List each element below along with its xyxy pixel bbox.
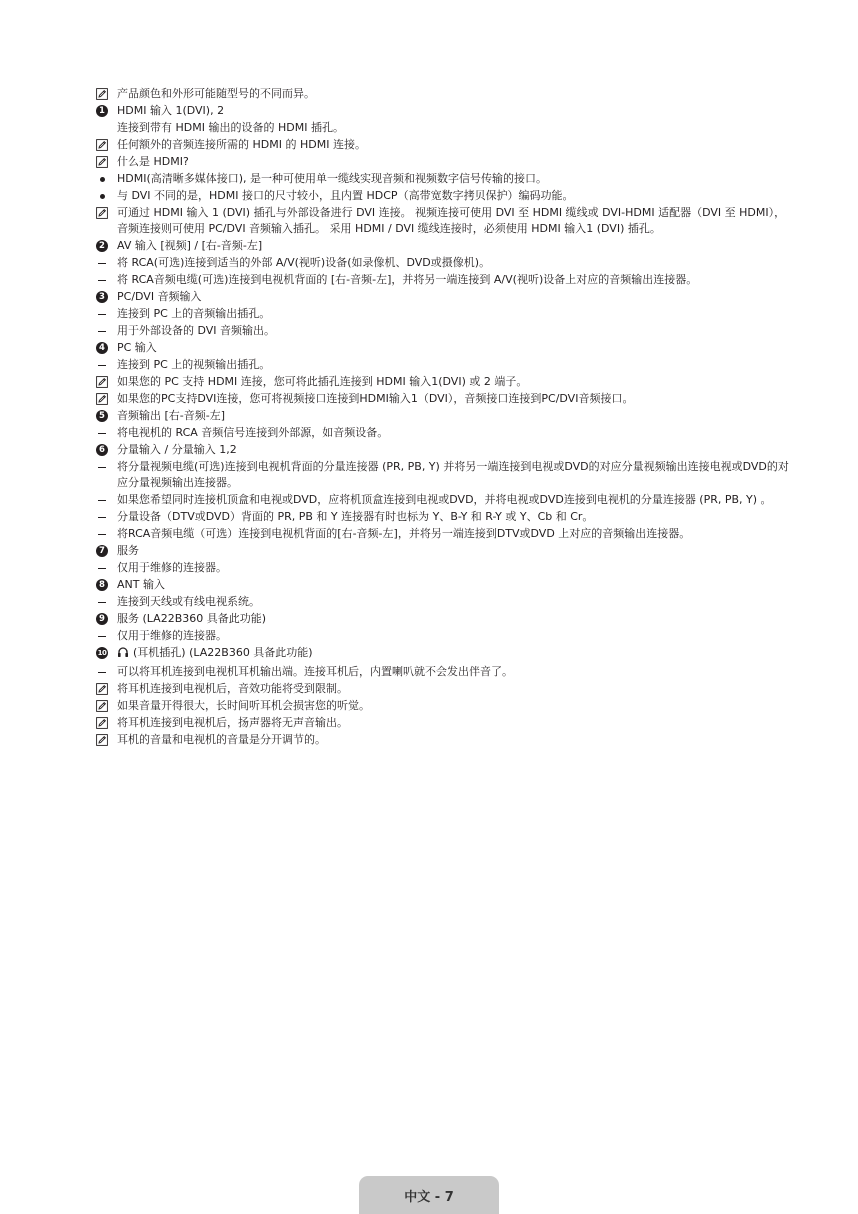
list-item: [95, 560, 795, 576]
list-item: [95, 425, 795, 441]
item-text: HDMI 输入 1(DVI), 2: [117, 104, 225, 117]
item-text: 与 DVI 不同的是，HDMI 接口的尺寸较小，且内置 HDCP（高带宽数字拷贝保护）编码功能。: [117, 189, 574, 202]
note-icon: [95, 374, 109, 390]
list-item: [95, 272, 795, 288]
dash-icon: [95, 560, 109, 576]
section-heading: [95, 238, 795, 254]
number-badge: 2: [96, 240, 108, 252]
item-text: 什么是 HDMI?: [117, 155, 189, 168]
item-text: 仅用于维修的连接器。: [117, 561, 227, 574]
section-heading: [95, 645, 795, 663]
item-text: 连接到天线或有线电视系统。: [117, 595, 260, 608]
item-text: ANT 输入: [117, 578, 165, 591]
item-text: AV 输入 [视频] / [右-音频-左]: [117, 239, 263, 252]
list-item: [95, 120, 795, 136]
item-text: 将 RCA音频电缆(可选)连接到电视机背面的 [右-音频-左]，并将另一端连接到 A/V(视听)设备上对应的音频输出连接器。: [117, 273, 698, 286]
item-text: PC/DVI 音频输入: [117, 290, 202, 303]
dash-icon: [95, 526, 109, 542]
dash-icon: [95, 323, 109, 339]
list-item: [95, 509, 795, 525]
note-icon: [95, 205, 109, 221]
section-heading: [95, 103, 795, 119]
number-badge-icon: [95, 611, 109, 627]
list-item: [95, 188, 795, 204]
list-item: [95, 205, 795, 237]
item-text: (耳机插孔) (LA22B360 具备此功能): [133, 646, 313, 659]
number-badge-icon: [95, 238, 109, 254]
number-badge-icon: [95, 289, 109, 305]
item-text: 将耳机连接到电视机后，扬声器将无声音输出。: [117, 716, 348, 729]
note-icon: [95, 391, 109, 407]
note-icon: [95, 86, 109, 102]
dash-icon: [95, 306, 109, 322]
number-badge-icon: [95, 408, 109, 424]
list-item: [95, 732, 795, 748]
section-heading: [95, 340, 795, 356]
bullet-icon: [95, 171, 109, 187]
number-badge-icon: [95, 103, 109, 119]
list-item: [95, 137, 795, 153]
item-text: PC 输入: [117, 341, 157, 354]
list-item: [95, 715, 795, 731]
number-badge: 1: [96, 105, 108, 117]
item-text: 可以将耳机连接到电视机耳机输出端。连接耳机后，内置喇叭就不会发出伴音了。: [117, 665, 513, 678]
item-text: 任何额外的音频连接所需的 HDMI 的 HDMI 连接。: [117, 138, 366, 151]
note-icon: [95, 698, 109, 714]
list-item: [95, 374, 795, 390]
dash-icon: [95, 492, 109, 508]
item-text: HDMI(高清晰多媒体接口), 是一种可使用单一缆线实现音频和视频数字信号传输的接口。: [117, 172, 548, 185]
item-text: 连接到 PC 上的视频输出插孔。: [117, 358, 271, 371]
note-icon: [95, 732, 109, 748]
list-item: [95, 681, 795, 697]
list-item: [95, 357, 795, 373]
item-text: 如果您的 PC 支持 HDMI 连接，您可将此插孔连接到 HDMI 输入1(DVI) 或 2 端子。: [117, 375, 528, 388]
item-text: 用于外部设备的 DVI 音频输出。: [117, 324, 276, 337]
list-item: [95, 171, 795, 187]
number-badge: 9: [96, 613, 108, 625]
list-item: [95, 255, 795, 271]
dash-icon: [95, 459, 109, 475]
item-text: 将电视机的 RCA 音频信号连接到外部源，如音频设备。: [117, 426, 389, 439]
list-item: [95, 459, 795, 491]
dash-icon: [95, 628, 109, 644]
item-text: 将RCA音频电缆（可选）连接到电视机背面的[右-音频-左]，并将另一端连接到DTV或DVD 上对应的音频输出连接器。: [117, 527, 691, 540]
item-text: 分量设备（DTV或DVD）背面的 PR, PB 和 Y 连接器有时也标为 Y、B-Y 和 R-Y 或 Y、Cb 和 Cr。: [117, 510, 594, 523]
number-badge: 8: [96, 579, 108, 591]
note-icon: [95, 715, 109, 731]
section-heading: [95, 611, 795, 627]
number-badge: 7: [96, 545, 108, 557]
item-text: 音频输出 [右-音频-左]: [117, 409, 226, 422]
item-text: 如果音量开得很大，长时间听耳机会损害您的听觉。: [117, 699, 370, 712]
section-heading: [95, 289, 795, 305]
section-heading: [95, 442, 795, 458]
item-text: 分量输入 / 分量输入 1,2: [117, 443, 237, 456]
dash-icon: [95, 594, 109, 610]
document-body: [95, 86, 795, 748]
page-number: 中文 - 7: [404, 1189, 454, 1205]
list-item: [95, 594, 795, 610]
number-badge: 4: [96, 342, 108, 354]
number-badge-icon: [95, 577, 109, 593]
item-text: 可通过 HDMI 输入 1 (DVI) 插孔与外部设备进行 DVI 连接。 视频连接可使用 DVI 至 HDMI 缆线或 DVI-HDMI 适配器（DVI 至 HDMI），音频连接则可使用 PC/DVI 音频输入插孔。 采用 HDMI / DVI 缆线连接时，必须使用 HDMI 输入1 (DVI) 插孔。: [117, 206, 786, 235]
dash-icon: [95, 425, 109, 441]
list-item: [95, 391, 795, 407]
number-badge: 3: [96, 291, 108, 303]
note-icon: [95, 681, 109, 697]
bullet-icon: [95, 188, 109, 204]
item-text: 服务: [117, 544, 139, 557]
dash-icon: [95, 357, 109, 373]
item-text: 将耳机连接到电视机后，音效功能将受到限制。: [117, 682, 348, 695]
number-badge: 6: [96, 444, 108, 456]
item-text: 耳机的音量和电视机的音量是分开调节的。: [117, 733, 326, 746]
section-heading: [95, 577, 795, 593]
section-heading: [95, 408, 795, 424]
item-text: 服务 (LA22B360 具备此功能): [117, 612, 267, 625]
list-item: [95, 664, 795, 680]
number-badge: 5: [96, 410, 108, 422]
item-text: 产品颜色和外形可能随型号的不同而异。: [117, 87, 315, 100]
number-badge-icon: [95, 645, 109, 661]
dash-icon: [95, 255, 109, 271]
page-number-tab: [359, 1176, 499, 1214]
list-item: [95, 323, 795, 339]
item-text: 将 RCA(可选)连接到适当的外部 A/V(视听)设备(如录像机、DVD或摄像机)。: [117, 256, 491, 269]
item-text: 如果您的PC支持DVI连接，您可将视频接口连接到HDMI输入1（DVI），音频接口连接到PC/DVI音频接口。: [117, 392, 634, 405]
dash-icon: [95, 664, 109, 680]
item-text: 仅用于维修的连接器。: [117, 629, 227, 642]
number-badge: 10: [97, 649, 107, 657]
list-item: [95, 628, 795, 644]
list-item: [95, 492, 795, 508]
number-badge-icon: [95, 442, 109, 458]
item-text: 将分量视频电缆(可选)连接到电视机背面的分量连接器 (PR, PB, Y) 并将另一端连接到电视或DVD的对应分量视频输出连接电视或DVD的对应分量视频输出连接器。: [117, 460, 789, 489]
dash-icon: [95, 272, 109, 288]
list-item: [95, 306, 795, 322]
number-badge-icon: [95, 340, 109, 356]
note-icon: [95, 137, 109, 153]
item-text: 连接到带有 HDMI 输出的设备的 HDMI 插孔。: [117, 121, 344, 134]
list-item: [95, 698, 795, 714]
section-heading: [95, 543, 795, 559]
list-item: [95, 526, 795, 542]
item-text: 如果您希望同时连接机顶盒和电视或DVD，应将机顶盒连接到电视或DVD，并将电视或DVD连接到电视机的分量连接器 (PR, PB, Y) 。: [117, 493, 772, 506]
list-item: [95, 154, 795, 170]
list-item: [95, 86, 795, 102]
dash-icon: [95, 509, 109, 525]
note-icon: [95, 154, 109, 170]
headphone-icon: [117, 646, 129, 663]
item-text: 连接到 PC 上的音频输出插孔。: [117, 307, 271, 320]
number-badge-icon: [95, 543, 109, 559]
